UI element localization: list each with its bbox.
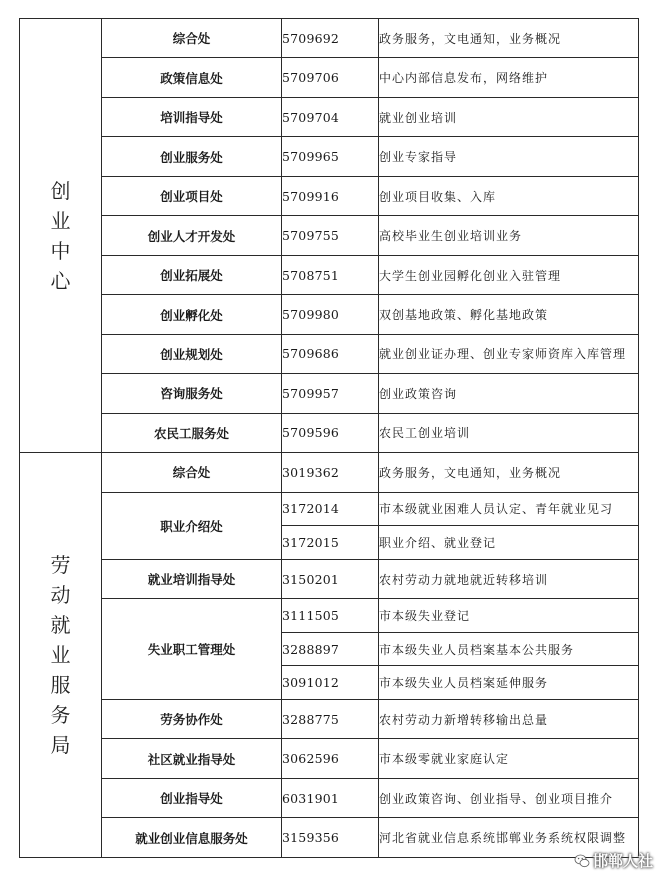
department-name: 创业服务处 [102, 137, 282, 176]
phone-number: 5709755 [282, 216, 379, 255]
phone-number: 5708751 [282, 255, 379, 294]
phone-number: 5709916 [282, 176, 379, 215]
department-name: 培训指导处 [102, 97, 282, 136]
table-row [20, 19, 639, 58]
phone-number: 5709692 [282, 19, 379, 58]
phone-number: 5709980 [282, 295, 379, 334]
table-row [20, 818, 639, 858]
section-name-cell [20, 19, 102, 453]
table-row [20, 58, 639, 97]
department-name: 职业介绍处 [102, 492, 282, 559]
watermark [574, 850, 653, 871]
duty-description: 市本级失业人员档案延伸服务 [379, 666, 639, 700]
phone-number: 3288897 [282, 632, 379, 666]
duty-description: 政务服务，文电通知，业务概况 [379, 453, 639, 492]
duty-description: 职业介绍、就业登记 [379, 526, 639, 560]
wechat-icon [574, 853, 590, 869]
department-name: 创业指导处 [102, 778, 282, 817]
table-row [20, 216, 639, 255]
phone-number: 5709596 [282, 413, 379, 452]
table-row [20, 599, 639, 633]
table-row [20, 374, 639, 413]
watermark-text: 邯郸人社 [592, 852, 653, 870]
phone-number: 6031901 [282, 778, 379, 817]
department-name: 政策信息处 [102, 58, 282, 97]
department-directory-table [19, 18, 639, 858]
section-name: 劳动就业服务局 [50, 553, 71, 758]
department-name: 社区就业指导处 [102, 739, 282, 778]
phone-number: 5709965 [282, 137, 379, 176]
phone-number: 5709957 [282, 374, 379, 413]
phone-number: 3091012 [282, 666, 379, 700]
duty-description: 大学生创业园孵化创业入驻管理 [379, 255, 639, 294]
duty-description: 就业创业培训 [379, 97, 639, 136]
department-name: 创业规划处 [102, 334, 282, 373]
phone-number: 5709704 [282, 97, 379, 136]
duty-description: 市本级失业登记 [379, 599, 639, 633]
duty-description: 市本级零就业家庭认定 [379, 739, 639, 778]
table-row [20, 453, 639, 492]
phone-number: 3288775 [282, 699, 379, 738]
phone-number: 3159356 [282, 818, 379, 858]
duty-description: 市本级就业困难人员认定、青年就业见习 [379, 492, 639, 526]
phone-number: 3062596 [282, 739, 379, 778]
department-name: 创业孵化处 [102, 295, 282, 334]
table-row [20, 295, 639, 334]
table-row [20, 137, 639, 176]
department-name: 综合处 [102, 453, 282, 492]
table-row [20, 413, 639, 452]
department-name: 咨询服务处 [102, 374, 282, 413]
duty-description: 农民工创业培训 [379, 413, 639, 452]
section-name-cell [20, 453, 102, 858]
phone-number: 3111505 [282, 599, 379, 633]
duty-description: 农村劳动力新增转移输出总量 [379, 699, 639, 738]
duty-description: 农村劳动力就地就近转移培训 [379, 559, 639, 598]
duty-description: 高校毕业生创业培训业务 [379, 216, 639, 255]
department-name: 创业人才开发处 [102, 216, 282, 255]
table-row [20, 334, 639, 373]
department-name: 失业职工管理处 [102, 599, 282, 700]
phone-number: 3172015 [282, 526, 379, 560]
phone-number: 5709706 [282, 58, 379, 97]
table-row [20, 699, 639, 738]
table-row [20, 739, 639, 778]
duty-description: 创业专家指导 [379, 137, 639, 176]
phone-number: 3172014 [282, 492, 379, 526]
table-row [20, 176, 639, 215]
duty-description: 中心内部信息发布，网络维护 [379, 58, 639, 97]
table-row [20, 492, 639, 526]
department-name: 就业培训指导处 [102, 559, 282, 598]
phone-number: 3150201 [282, 559, 379, 598]
table-row [20, 559, 639, 598]
duty-description: 政务服务，文电通知，业务概况 [379, 19, 639, 58]
duty-description: 创业项目收集、入库 [379, 176, 639, 215]
table-row [20, 255, 639, 294]
directory-body [20, 19, 639, 858]
department-name: 劳务协作处 [102, 699, 282, 738]
duty-description: 河北省就业信息系统邯郸业务系统权限调整 [379, 818, 639, 858]
table-row [20, 97, 639, 136]
phone-number: 5709686 [282, 334, 379, 373]
department-name: 创业项目处 [102, 176, 282, 215]
department-name: 创业拓展处 [102, 255, 282, 294]
department-name: 就业创业信息服务处 [102, 818, 282, 858]
duty-description: 创业政策咨询、创业指导、创业项目推介 [379, 778, 639, 817]
section-name: 创业中心 [50, 178, 71, 293]
duty-description: 创业政策咨询 [379, 374, 639, 413]
duty-description: 市本级失业人员档案基本公共服务 [379, 632, 639, 666]
duty-description: 就业创业证办理、创业专家师资库入库管理 [379, 334, 639, 373]
phone-number: 3019362 [282, 453, 379, 492]
department-name: 农民工服务处 [102, 413, 282, 452]
department-name: 综合处 [102, 19, 282, 58]
table-row [20, 778, 639, 817]
duty-description: 双创基地政策、孵化基地政策 [379, 295, 639, 334]
